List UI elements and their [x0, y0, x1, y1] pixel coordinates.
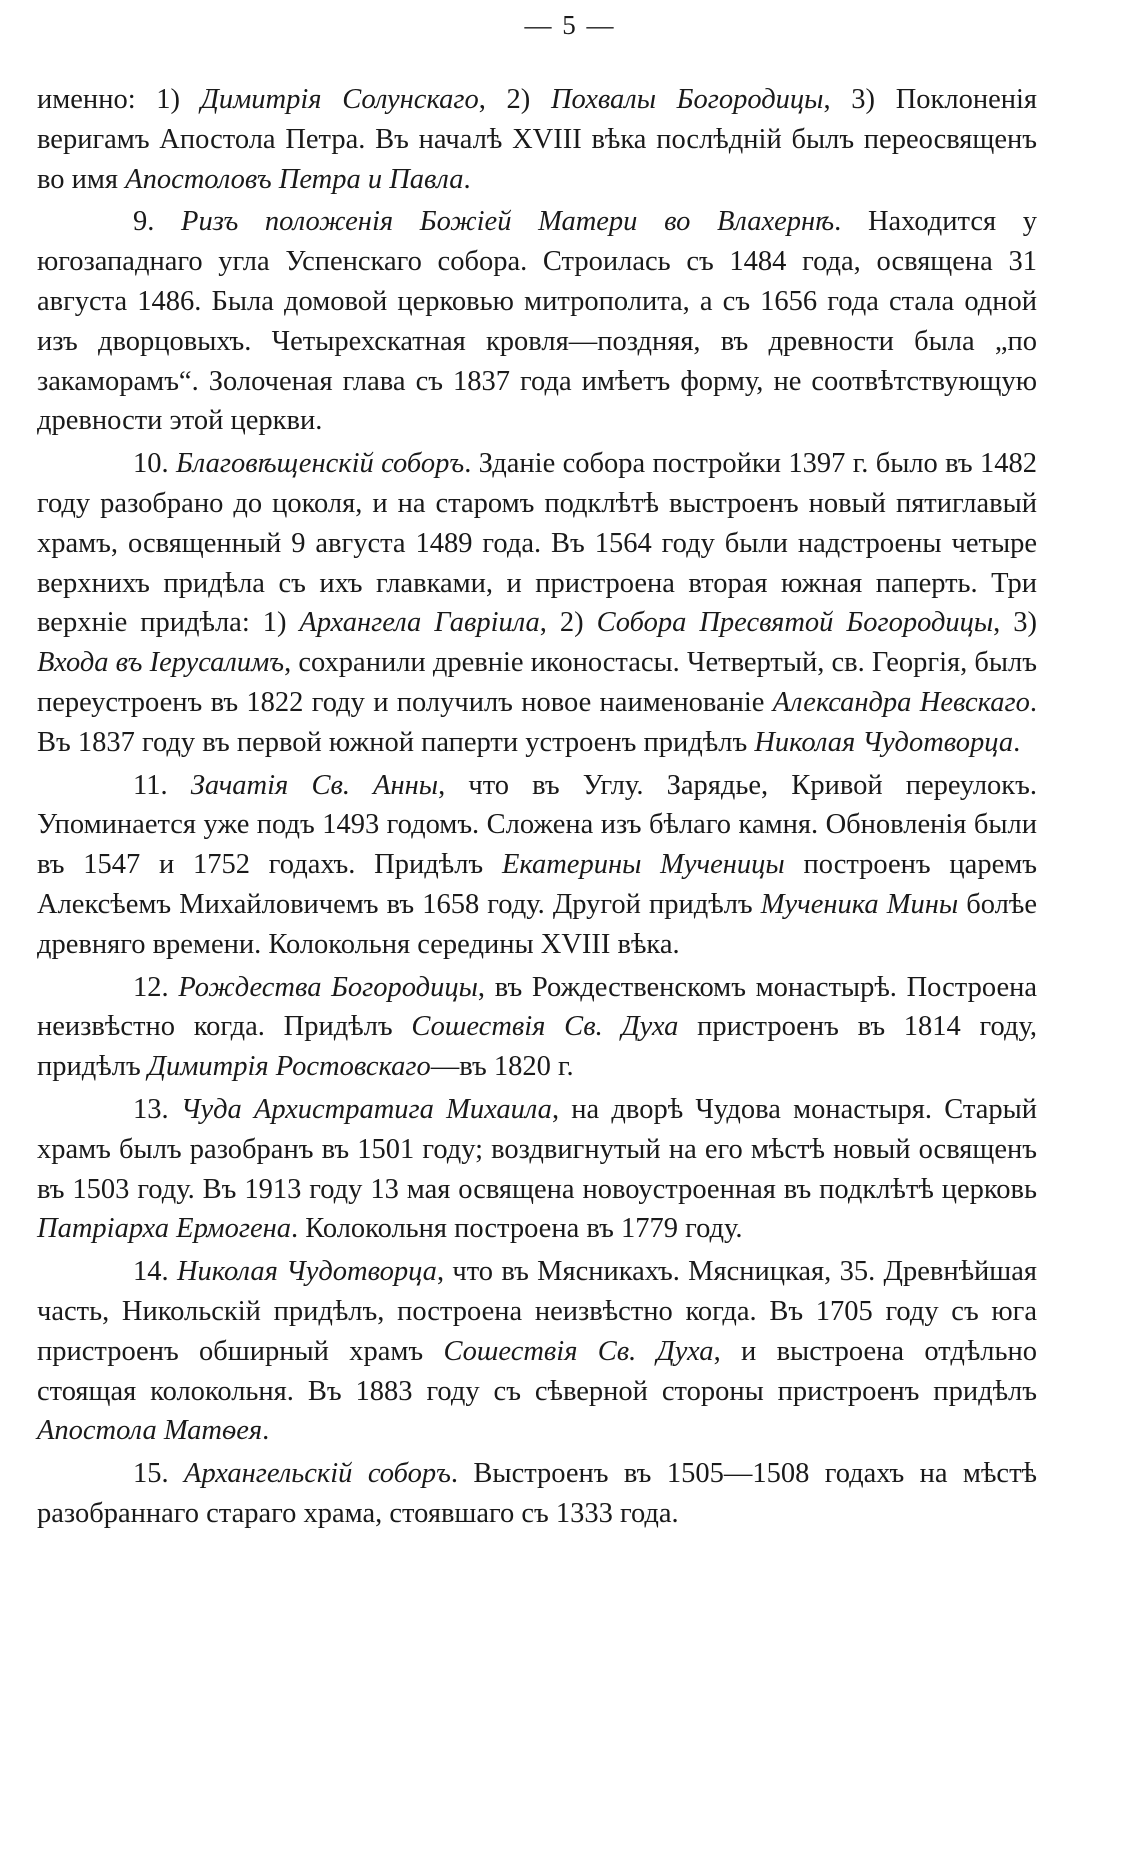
text-run: 10.	[133, 448, 176, 480]
paragraph-13	[37, 1090, 1037, 1249]
text-run: построенъ царемъ Алексѣемъ Михайловичемъ въ 1658 году. Другой придѣлъ	[37, 849, 1037, 920]
text-run: . Находится у югозападнаго угла Успенскаго собора. Строилась съ 1484 года, освящена 31 августа 1486. Была домовой церковью митрополита, а съ 1656 года стала одной изъ дворцовыхъ. Четырехскатная кровля—поздняя, въ древности была „по закаморамъ“. Золоченая глава съ 1837 года имѣетъ форму, не соотвѣтствующую древности этой церкви.	[37, 206, 1038, 437]
italic-name: Апостоловъ Петра и Павла	[125, 163, 464, 195]
paragraph-15	[37, 1454, 1037, 1534]
text-run: , и выстроена отдѣльно стоящая колокольня. Въ 1883 году съ сѣверной стороны пристроенъ придѣлъ	[37, 1335, 1038, 1407]
text-run: .	[1013, 726, 1021, 758]
text-run: , сохранили древніе иконостасы. Четвертый, св. Георгія, былъ переустроенъ въ 1822 году и получилъ новое наименованіе	[37, 647, 1037, 718]
text-run: .	[262, 1415, 270, 1447]
italic-name: Екатерины Мученицы	[501, 849, 785, 881]
italic-name: Собора Пресвятой Богородицы	[596, 607, 994, 639]
text-run: , что въ Мясникахъ. Мясницкая, 35. Древнѣйшая часть, Никольскій придѣлъ, построена неизвѣстно когда. Въ 1705 году съ юга пристроенъ обширный храмъ	[37, 1256, 1038, 1367]
paragraph-11	[37, 766, 1037, 965]
italic-name: Благовѣщенскій соборъ	[176, 448, 465, 480]
text-run: . Зданіе собора постройки 1397 г. было въ 1482 году разобрано до цоколя, и на старомъ подклѣтѣ выстроенъ новый пятиглавый храмъ, освященный 9 августа 1489 года. Въ 1564 году были надстроены четыре верхнихъ придѣла съ ихъ главками, и пристроена вторая южная паперть. Три верхніе придѣла: 1)	[37, 448, 1038, 639]
text-run: 13.	[133, 1093, 181, 1125]
italic-name: Ризъ положенія Божіей Матери во Влахернѣ	[181, 206, 835, 238]
italic-name: Александра Невскаго	[772, 686, 1030, 718]
italic-name: Димитрія Солунскаго	[200, 84, 479, 115]
text-run: 9.	[133, 206, 182, 238]
italic-name: Сошествія Св. Духа	[411, 1011, 679, 1043]
italic-name: Сошествія Св. Духа	[443, 1335, 714, 1367]
italic-name: Апостола Матѳея	[37, 1415, 263, 1447]
text-run: , 3) Поклоненія веригамъ Апостола Петра. Въ началѣ XVIII вѣка послѣдній былъ переосвященъ во имя	[37, 84, 1038, 195]
italic-name: Чуда Архистратига Михаила	[180, 1093, 552, 1125]
paragraph-12	[37, 968, 1037, 1087]
italic-name: Мученика Мины	[760, 888, 959, 920]
italic-name: Николая Чудотворца	[754, 726, 1014, 758]
text-run: . Колокольня построена въ 1779 году.	[291, 1213, 743, 1245]
italic-name: Входа въ Іерусалимъ	[37, 647, 285, 679]
italic-name: Зачатія Св. Анны	[190, 769, 439, 801]
text-run: 12.	[133, 971, 179, 1003]
text-run: , 2)	[539, 607, 597, 639]
text-run: , 2)	[478, 84, 551, 115]
text-run: . Выстроенъ въ 1505—1508 годахъ на мѣстѣ разобраннаго стараго храма, стоявшаго съ 1333 года.	[37, 1458, 1038, 1529]
text-run: пристроенъ въ 1814 году, придѣлъ	[37, 1011, 1037, 1083]
text-run: 11.	[133, 769, 191, 801]
text-run: 14.	[133, 1256, 177, 1288]
text-run: болѣе древняго времени. Колокольня середины XVIII вѣка.	[37, 888, 1037, 960]
paragraph-10	[37, 444, 1037, 762]
paragraph-intro	[37, 80, 1037, 199]
text-run: 15.	[133, 1458, 185, 1490]
text-run: . Въ 1837 году въ первой южной паперти устроенъ придѣлъ	[37, 686, 1037, 758]
text-run: , 3)	[993, 607, 1038, 639]
text-run: именно: 1)	[37, 84, 201, 115]
text-run: , на дворѣ Чудова монастыря. Старый храмъ былъ разобранъ въ 1501 году; воздвигнутый на его мѣстѣ новый освященъ въ 1503 году. Въ 1913 году 13 мая освящена новоустроенная въ подклѣтѣ церковь	[37, 1093, 1038, 1205]
italic-name: Рождества Богородицы	[178, 971, 478, 1003]
italic-name: Николая Чудотворца	[176, 1256, 437, 1288]
text-run: , что въ Углу. Зарядье, Кривой переулокъ. Упоминается уже подъ 1493 годомъ. Сложена изъ бѣлаго камня. Обновленія были въ 1547 и 1752 годахъ. Придѣлъ	[37, 769, 1037, 881]
text-run: —въ 1820 г.	[430, 1051, 574, 1083]
italic-name: Димитрія Ростовскаго	[147, 1051, 431, 1083]
paragraph-14	[37, 1252, 1037, 1451]
body-text	[37, 80, 1037, 1534]
italic-name: Похвалы Богородицы	[550, 84, 824, 115]
paragraph-9	[37, 202, 1037, 441]
text-run: , въ Рождественскомъ монастырѣ. Построена неизвѣстно когда. Придѣлъ	[37, 971, 1037, 1043]
italic-name: Патріарха Ермогена	[37, 1213, 291, 1245]
italic-name: Архангела Гавріила	[299, 607, 540, 639]
italic-name: Архангельскій соборъ	[184, 1458, 451, 1490]
page-number: — 5 —	[524, 10, 616, 40]
text-run: .	[463, 163, 471, 195]
